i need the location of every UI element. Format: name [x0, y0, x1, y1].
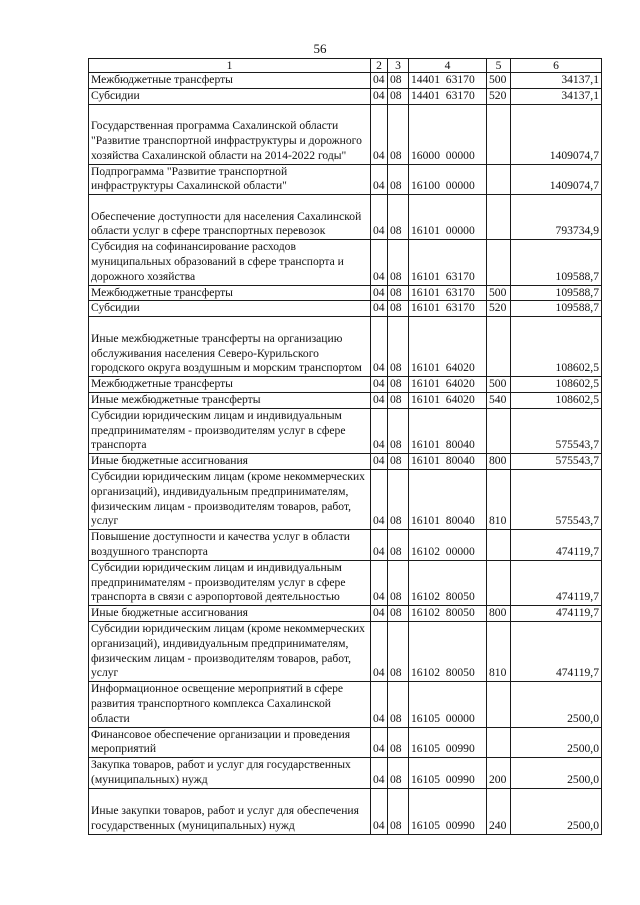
row-amount-cell: 575543,7 — [511, 469, 602, 529]
row-section-cell: 04 — [371, 104, 388, 164]
row-name-cell: Иные бюджетные ассигнования — [89, 454, 371, 470]
row-subsection-cell: 08 — [388, 73, 409, 89]
row-target-article-cell: 14401 63170 — [409, 73, 487, 89]
row-target-article-cell: 16102 00000 — [409, 530, 487, 561]
table-row — [89, 73, 602, 89]
row-subsection-cell: 08 — [388, 88, 409, 104]
row-target-article-cell: 16105 00990 — [409, 727, 487, 758]
row-name-cell: Межбюджетные трансферты — [89, 377, 371, 393]
row-name-cell: Субсидии юридическим лицам (кроме некоммерческих организаций), индивидуальным предпринимателям, физическим лицам - производителям товаров, работ, услуг — [89, 469, 371, 529]
row-expense-type-cell — [487, 164, 511, 195]
row-amount-cell: 474119,7 — [511, 606, 602, 622]
table-row — [89, 195, 602, 240]
row-section-cell: 04 — [371, 621, 388, 681]
row-expense-type-cell — [487, 240, 511, 285]
row-amount-cell: 474119,7 — [511, 621, 602, 681]
row-section-cell: 04 — [371, 682, 388, 727]
row-target-article-cell: 16105 00990 — [409, 788, 487, 834]
header-cell-name: 1 — [89, 59, 371, 73]
row-expense-type-cell — [487, 104, 511, 164]
table-row — [89, 285, 602, 301]
row-name-cell: Субсидия на софинансирование расходов муниципальных образований в сфере транспорта и дорожного хозяйства — [89, 240, 371, 285]
row-section-cell: 04 — [371, 454, 388, 470]
row-expense-type-cell: 200 — [487, 758, 511, 789]
table-row — [89, 240, 602, 285]
row-section-cell: 04 — [371, 317, 388, 377]
row-name-cell: Иные бюджетные ассигнования — [89, 606, 371, 622]
table-row — [89, 469, 602, 529]
row-amount-cell: 34137,1 — [511, 73, 602, 89]
row-amount-cell: 108602,5 — [511, 317, 602, 377]
header-cell-expense-type: 5 — [487, 59, 511, 73]
row-subsection-cell: 08 — [388, 392, 409, 408]
table-row — [89, 392, 602, 408]
row-subsection-cell: 08 — [388, 454, 409, 470]
row-amount-cell: 109588,7 — [511, 285, 602, 301]
row-section-cell: 04 — [371, 195, 388, 240]
row-expense-type-cell: 810 — [487, 621, 511, 681]
header-cell-amount: 6 — [511, 59, 602, 73]
row-target-article-cell: 16101 63170 — [409, 285, 487, 301]
table-row — [89, 788, 602, 834]
row-target-article-cell: 16101 80040 — [409, 454, 487, 470]
row-target-article-cell: 16105 00990 — [409, 758, 487, 789]
row-section-cell: 04 — [371, 392, 388, 408]
row-subsection-cell: 08 — [388, 164, 409, 195]
row-subsection-cell: 08 — [388, 240, 409, 285]
header-cell-target-article: 4 — [409, 59, 487, 73]
table-row — [89, 454, 602, 470]
row-subsection-cell: 08 — [388, 682, 409, 727]
row-section-cell: 04 — [371, 240, 388, 285]
row-amount-cell: 2500,0 — [511, 682, 602, 727]
table-row — [89, 530, 602, 561]
row-subsection-cell: 08 — [388, 621, 409, 681]
row-amount-cell: 474119,7 — [511, 530, 602, 561]
row-target-article-cell: 16101 80040 — [409, 469, 487, 529]
row-name-cell: Финансовое обеспечение организации и проведения мероприятий — [89, 727, 371, 758]
row-name-cell: Иные межбюджетные трансферты — [89, 392, 371, 408]
row-expense-type-cell — [487, 317, 511, 377]
row-name-cell: Межбюджетные трансферты — [89, 285, 371, 301]
table-row — [89, 88, 602, 104]
row-name-cell: Обеспечение доступности для населения Сахалинской области услуг в сфере транспортных перевозок — [89, 195, 371, 240]
row-expense-type-cell: 520 — [487, 88, 511, 104]
row-subsection-cell: 08 — [388, 788, 409, 834]
row-name-cell: Субсидии юридическим лицам (кроме некоммерческих организаций), индивидуальным предпринимателям, физическим лицам - производителям товаров, работ, услуг — [89, 621, 371, 681]
table-row — [89, 301, 602, 317]
row-subsection-cell: 08 — [388, 317, 409, 377]
row-name-cell: Государственная программа Сахалинской области "Развитие транспортной инфраструктуры и дорожного хозяйства Сахалинской области на 2014-2022 годы" — [89, 104, 371, 164]
table-body — [89, 73, 602, 835]
row-amount-cell: 474119,7 — [511, 560, 602, 605]
row-subsection-cell: 08 — [388, 195, 409, 240]
row-name-cell: Повышение доступности и качества услуг в области воздушного транспорта — [89, 530, 371, 561]
row-target-article-cell: 16101 64020 — [409, 377, 487, 393]
row-subsection-cell: 08 — [388, 530, 409, 561]
table-row — [89, 164, 602, 195]
row-section-cell: 04 — [371, 788, 388, 834]
table-row — [89, 104, 602, 164]
row-section-cell: 04 — [371, 408, 388, 453]
row-subsection-cell: 08 — [388, 469, 409, 529]
row-amount-cell: 108602,5 — [511, 392, 602, 408]
table-row — [89, 727, 602, 758]
row-expense-type-cell: 800 — [487, 454, 511, 470]
header-cell-subsection: 3 — [388, 59, 409, 73]
row-target-article-cell: 14401 63170 — [409, 88, 487, 104]
row-name-cell: Субсидии — [89, 88, 371, 104]
table-row — [89, 606, 602, 622]
row-section-cell: 04 — [371, 560, 388, 605]
row-expense-type-cell: 810 — [487, 469, 511, 529]
row-amount-cell: 2500,0 — [511, 788, 602, 834]
row-expense-type-cell: 500 — [487, 285, 511, 301]
table-row — [89, 317, 602, 377]
row-name-cell: Закупка товаров, работ и услуг для государственных (муниципальных) нужд — [89, 758, 371, 789]
row-section-cell: 04 — [371, 606, 388, 622]
row-amount-cell: 575543,7 — [511, 454, 602, 470]
budget-table — [88, 58, 602, 835]
row-name-cell: Подпрограмма "Развитие транспортной инфраструктуры Сахалинской области" — [89, 164, 371, 195]
table-header-row — [89, 59, 602, 73]
row-expense-type-cell: 540 — [487, 392, 511, 408]
row-section-cell: 04 — [371, 285, 388, 301]
row-expense-type-cell: 240 — [487, 788, 511, 834]
row-subsection-cell: 08 — [388, 560, 409, 605]
row-section-cell: 04 — [371, 164, 388, 195]
row-subsection-cell: 08 — [388, 758, 409, 789]
row-subsection-cell: 08 — [388, 408, 409, 453]
row-expense-type-cell — [487, 682, 511, 727]
row-target-article-cell: 16101 80040 — [409, 408, 487, 453]
row-target-article-cell: 16000 00000 — [409, 104, 487, 164]
row-section-cell: 04 — [371, 469, 388, 529]
row-target-article-cell: 16100 00000 — [409, 164, 487, 195]
row-target-article-cell: 16102 80050 — [409, 621, 487, 681]
table-row — [89, 682, 602, 727]
row-target-article-cell: 16105 00000 — [409, 682, 487, 727]
row-section-cell: 04 — [371, 377, 388, 393]
row-subsection-cell: 08 — [388, 727, 409, 758]
row-target-article-cell: 16101 64020 — [409, 392, 487, 408]
row-expense-type-cell: 500 — [487, 73, 511, 89]
row-target-article-cell: 16102 80050 — [409, 560, 487, 605]
row-amount-cell: 1409074,7 — [511, 164, 602, 195]
row-name-cell: Иные закупки товаров, работ и услуг для обеспечения государственных (муниципальных) нужд — [89, 788, 371, 834]
row-section-cell: 04 — [371, 88, 388, 104]
row-section-cell: 04 — [371, 73, 388, 89]
row-amount-cell: 2500,0 — [511, 758, 602, 789]
row-section-cell: 04 — [371, 530, 388, 561]
row-subsection-cell: 08 — [388, 285, 409, 301]
row-expense-type-cell — [487, 195, 511, 240]
row-name-cell: Информационное освещение мероприятий в сфере развития транспортного комплекса Сахалинской области — [89, 682, 371, 727]
row-amount-cell: 34137,1 — [511, 88, 602, 104]
table-row — [89, 621, 602, 681]
row-target-article-cell: 16101 64020 — [409, 317, 487, 377]
table-row — [89, 408, 602, 453]
row-expense-type-cell: 520 — [487, 301, 511, 317]
row-name-cell: Субсидии юридическим лицам и индивидуальным предпринимателям - производителям услуг в сфере транспорта в связи с аэропортовой деятельностью — [89, 560, 371, 605]
row-subsection-cell: 08 — [388, 104, 409, 164]
row-amount-cell: 793734,9 — [511, 195, 602, 240]
row-section-cell: 04 — [371, 727, 388, 758]
row-target-article-cell: 16102 80050 — [409, 606, 487, 622]
row-target-article-cell: 16101 63170 — [409, 240, 487, 285]
row-amount-cell: 109588,7 — [511, 240, 602, 285]
table-row — [89, 560, 602, 605]
row-subsection-cell: 08 — [388, 377, 409, 393]
row-amount-cell: 109588,7 — [511, 301, 602, 317]
row-section-cell: 04 — [371, 301, 388, 317]
row-amount-cell: 108602,5 — [511, 377, 602, 393]
row-expense-type-cell: 500 — [487, 377, 511, 393]
row-amount-cell: 575543,7 — [511, 408, 602, 453]
row-name-cell: Иные межбюджетные трансферты на организацию обслуживания населения Северо-Курильского городского округа воздушным и морским транспортом — [89, 317, 371, 377]
row-amount-cell: 1409074,7 — [511, 104, 602, 164]
row-expense-type-cell — [487, 560, 511, 605]
row-subsection-cell: 08 — [388, 606, 409, 622]
table-row — [89, 758, 602, 789]
row-section-cell: 04 — [371, 758, 388, 789]
row-name-cell: Субсидии юридическим лицам и индивидуальным предпринимателям - производителям услуг в сфере транспорта — [89, 408, 371, 453]
row-target-article-cell: 16101 00000 — [409, 195, 487, 240]
row-expense-type-cell — [487, 408, 511, 453]
row-name-cell: Субсидии — [89, 301, 371, 317]
row-expense-type-cell — [487, 530, 511, 561]
row-amount-cell: 2500,0 — [511, 727, 602, 758]
row-subsection-cell: 08 — [388, 301, 409, 317]
row-expense-type-cell: 800 — [487, 606, 511, 622]
table-row — [89, 377, 602, 393]
row-expense-type-cell — [487, 727, 511, 758]
page-number: 56 — [313, 41, 327, 56]
row-name-cell: Межбюджетные трансферты — [89, 73, 371, 89]
header-cell-section: 2 — [371, 59, 388, 73]
row-target-article-cell: 16101 63170 — [409, 301, 487, 317]
